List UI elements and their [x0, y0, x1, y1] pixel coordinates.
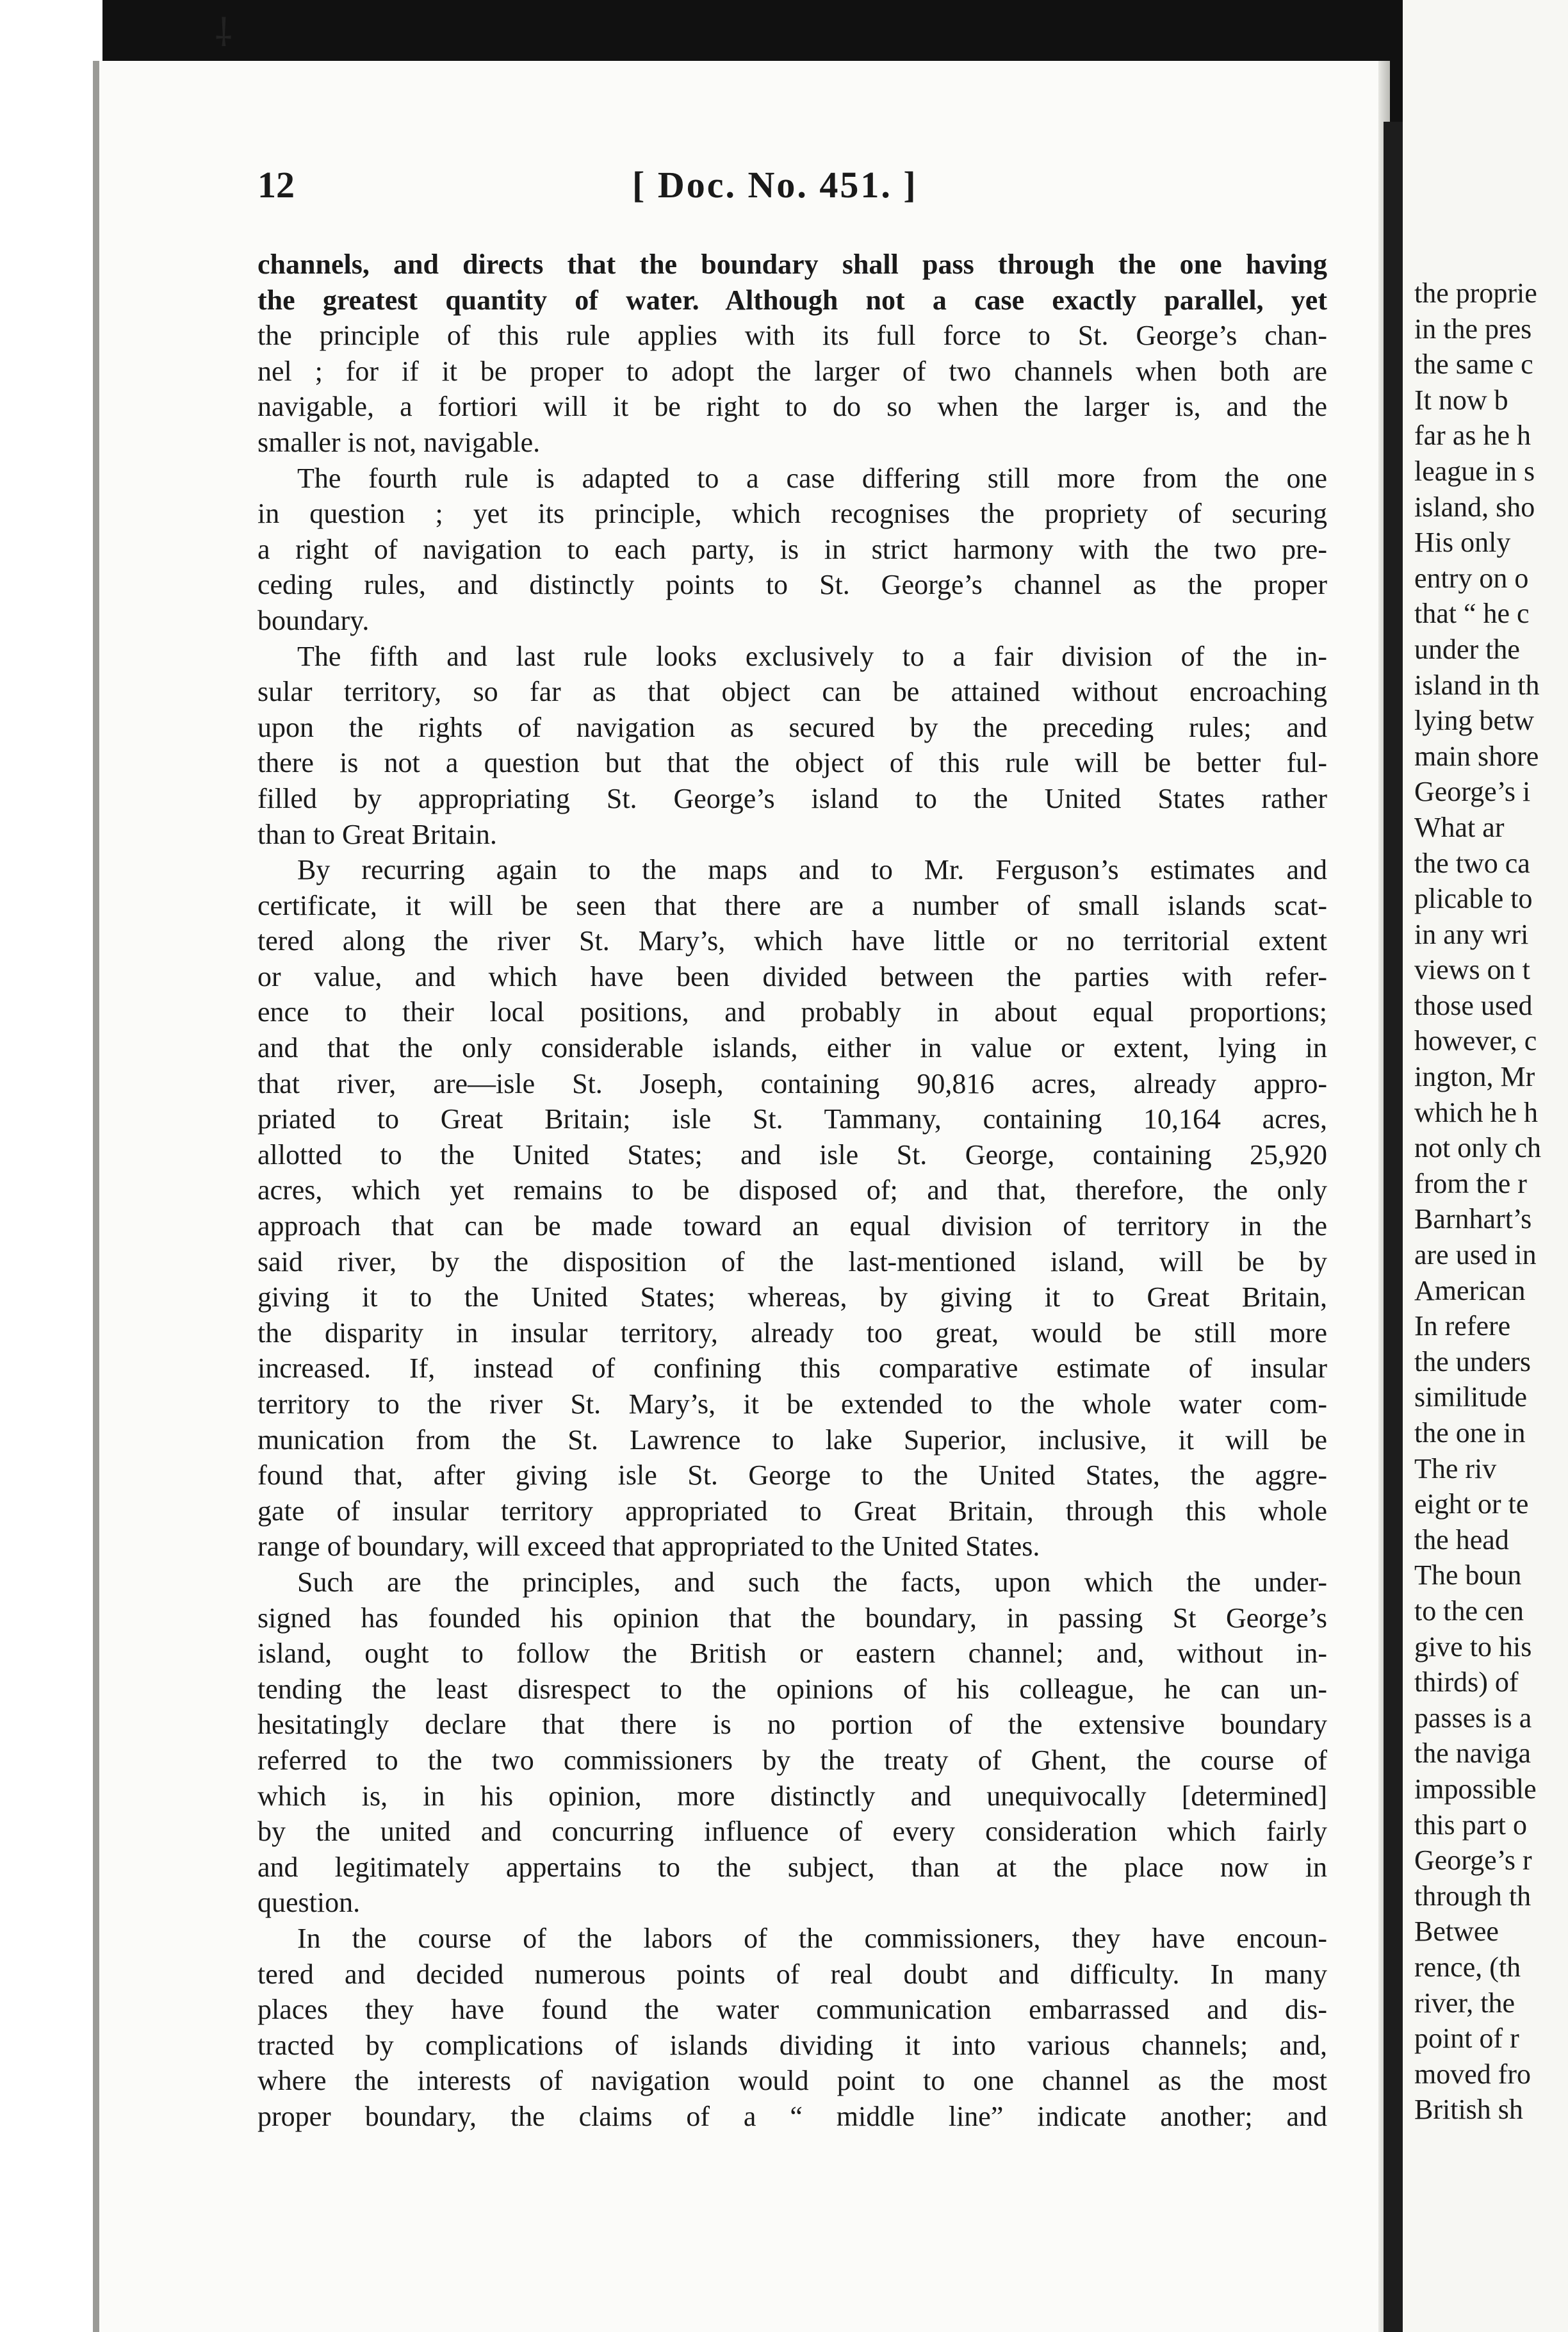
text-line: approach that can be made toward an equal division of territory in the — [257, 1210, 1327, 1242]
text-line: By recurring again to the maps and to Mr. Ferguson’s estimates and — [297, 854, 1327, 886]
text-line: territory to the river St. Mary’s, it be extended to the whole water com- — [257, 1388, 1327, 1420]
facing-page-line: ington, Mr — [1414, 1061, 1535, 1093]
facing-page-line: What ar — [1414, 811, 1505, 843]
facing-page-line: point of r — [1414, 2023, 1519, 2055]
facing-page-line: passes is a — [1414, 1702, 1532, 1734]
text-line: signed has founded his opinion that the boundary, in passing St George’s — [257, 1602, 1327, 1634]
facing-page-line: island in th — [1414, 669, 1540, 701]
text-line: tered and decided numerous points of real doubt and difficulty. In many — [257, 1958, 1327, 1990]
facing-page-line: island, sho — [1414, 491, 1535, 523]
text-line: channels, and directs that the boundary shall pass through the one having — [257, 249, 1327, 280]
text-line: where the interests of navigation would point to one channel as the most — [257, 2065, 1327, 2097]
book-gutter — [1384, 122, 1403, 2332]
text-line: filled by appropriating St. George’s island to the United States rather — [257, 782, 1327, 814]
facing-page-line: league in s — [1414, 455, 1535, 487]
text-line: acres, which yet remains to be disposed of; and that, therefore, the only — [257, 1174, 1327, 1206]
document-reference: [ Doc. No. 451. ] — [632, 164, 918, 206]
facing-page-line: which he h — [1414, 1096, 1539, 1128]
text-line: referred to the two commissioners by the treaty of Ghent, the course of — [257, 1744, 1327, 1776]
page-number: 12 — [257, 164, 295, 206]
facing-page-line: under the — [1414, 633, 1520, 665]
facing-page-line: the two ca — [1414, 847, 1530, 879]
text-line: increased. If, instead of confining this comparative estimate of insular — [257, 1352, 1327, 1384]
text-line: upon the rights of navigation as secured by the preceding rules; and — [257, 711, 1327, 743]
text-line: certificate, it will be seen that there are a number of small islands scat- — [257, 889, 1327, 921]
text-line: the disparity in insular territory, already too great, would be still more — [257, 1317, 1327, 1349]
facing-page-line: the unders — [1414, 1345, 1531, 1377]
text-line: ceding rules, and distinctly points to St. George’s channel as the proper — [257, 569, 1327, 601]
text-line: and that the only considerable islands, either in value or extent, lying in — [257, 1032, 1327, 1064]
text-line: tracted by complications of islands dividing it into various channels; and, — [257, 2029, 1327, 2061]
page-header — [257, 163, 1334, 208]
scan-border — [0, 0, 102, 2332]
text-line: in question ; yet its principle, which recognises the propriety of securing — [257, 498, 1327, 530]
facing-page-line: give to his — [1414, 1630, 1532, 1663]
facing-page-line: the same c — [1414, 349, 1533, 381]
text-line: the greatest quantity of water. Although not a case exactly parallel, yet — [257, 284, 1327, 316]
facing-page-line: the naviga — [1414, 1737, 1531, 1770]
text-line: sular territory, so far as that object can be attained without encroaching — [257, 676, 1327, 708]
facing-page-line: lying betw — [1414, 705, 1534, 737]
text-line: that river, are—isle St. Joseph, containing 90,816 acres, already appro- — [257, 1067, 1327, 1099]
facing-page-line: that “ he c — [1414, 598, 1530, 630]
text-line: there is not a question but that the object of this rule will be better ful- — [257, 747, 1327, 779]
facing-page-line: rence, (th — [1414, 1951, 1521, 1983]
facing-page-line: plicable to — [1414, 883, 1533, 915]
facing-page-line: the proprie — [1414, 277, 1537, 309]
facing-page-line: those used — [1414, 989, 1533, 1021]
text-line: priated to Great Britain; isle St. Tammany, containing 10,164 acres, — [257, 1103, 1327, 1135]
facing-page-text — [1414, 275, 1541, 2128]
text-line: than to Great Britain. — [257, 818, 497, 850]
text-line: island, ought to follow the British or eastern channel; and, without in- — [257, 1638, 1327, 1670]
facing-page-line: eight or te — [1414, 1488, 1529, 1520]
facing-page-line: entry on o — [1414, 562, 1529, 594]
text-line: giving it to the United States; whereas, by giving it to Great Britain, — [257, 1281, 1327, 1313]
text-line: allotted to the United States; and isle St. George, containing 25,920 — [257, 1138, 1327, 1170]
facing-page-line: the one in — [1414, 1417, 1526, 1449]
facing-page-line: not only ch — [1414, 1132, 1541, 1164]
facing-page-line: from the r — [1414, 1167, 1527, 1199]
text-line: a right of navigation to each party, is in strict harmony with the two pre- — [257, 533, 1327, 565]
facing-page-line: In refere — [1414, 1310, 1511, 1342]
facing-page-line: George’s i — [1414, 776, 1531, 808]
facing-page-line: far as he h — [1414, 420, 1531, 452]
scan-artifact-mark: ⸸ — [215, 12, 233, 54]
text-line: Such are the principles, and such the facts, upon which the under- — [297, 1566, 1327, 1598]
facing-page-line: in any wri — [1414, 918, 1529, 950]
facing-page-line: similitude — [1414, 1381, 1527, 1413]
facing-page-line: thirds) of — [1414, 1666, 1519, 1698]
facing-page-line: American — [1414, 1274, 1526, 1306]
facing-page-line: however, c — [1414, 1025, 1537, 1057]
text-line: tending the least disrespect to the opinions of his colleague, he can un- — [257, 1673, 1327, 1705]
text-line: smaller is not, navigable. — [257, 426, 541, 458]
text-line: by the united and concurring influence of every consideration which fairly — [257, 1816, 1327, 1848]
text-line: the principle of this rule applies with its full force to St. George’s chan- — [257, 320, 1327, 352]
text-line: which is, in his opinion, more distinctly and unequivocally [determined] — [257, 1780, 1327, 1812]
facing-page-line: Barnhart’s — [1414, 1203, 1532, 1235]
text-line: In the course of the labors of the commissioners, they have encoun- — [297, 1922, 1327, 1954]
facing-page-line: His only — [1414, 527, 1511, 559]
text-line: range of boundary, will exceed that appropriated to the United States. — [257, 1531, 1040, 1563]
text-line: boundary. — [257, 604, 370, 636]
facing-page-line: this part o — [1414, 1809, 1527, 1841]
facing-page-line: through th — [1414, 1880, 1531, 1912]
facing-page-line: moved fro — [1414, 2058, 1531, 2090]
facing-page-line: impossible — [1414, 1773, 1537, 1805]
facing-page-line: It now b — [1414, 384, 1508, 416]
facing-page-line: main shore — [1414, 740, 1539, 772]
facing-page-line: The boun — [1414, 1559, 1522, 1591]
text-line: navigable, a fortiori will it be right to do so when the larger is, and the — [257, 391, 1327, 423]
body-text — [257, 247, 1327, 2134]
text-line: said river, by the disposition of the last-mentioned island, will be by — [257, 1245, 1327, 1277]
facing-page-line: in the pres — [1414, 313, 1532, 345]
facing-page-line: are used in — [1414, 1239, 1537, 1271]
text-line: tered along the river St. Mary’s, which have little or no territorial extent — [257, 925, 1327, 957]
text-line: question. — [257, 1887, 361, 1919]
text-line: hesitatingly declare that there is no portion of the extensive boundary — [257, 1709, 1327, 1741]
text-line: nel ; for if it be proper to adopt the larger of two channels when both are — [257, 355, 1327, 387]
facing-page — [1403, 0, 1568, 2332]
text-line: places they have found the water communication embarrassed and dis- — [257, 1994, 1327, 2026]
text-line: or value, and which have been divided between the parties with refer- — [257, 960, 1327, 992]
facing-page-line: British sh — [1414, 2094, 1523, 2126]
facing-page-line: river, the — [1414, 1987, 1515, 2019]
facing-page-line: The riv — [1414, 1452, 1497, 1484]
text-line: The fourth rule is adapted to a case differing still more from the one — [297, 462, 1327, 494]
facing-page-line: the head — [1414, 1523, 1509, 1556]
text-line: munication from the St. Lawrence to lake Superior, inclusive, it will be — [257, 1424, 1327, 1456]
text-line: The fifth and last rule looks exclusively to a fair division of the in- — [297, 640, 1327, 672]
facing-page-line: George’s r — [1414, 1844, 1532, 1876]
text-line: gate of insular territory appropriated to Great Britain, through this whole — [257, 1495, 1327, 1527]
facing-page-line: to the cen — [1414, 1595, 1524, 1627]
text-line: proper boundary, the claims of a “ middle line” indicate another; and — [257, 2100, 1327, 2132]
text-line: ence to their local positions, and probably in about equal proportions; — [257, 996, 1327, 1028]
facing-page-line: Betwee — [1414, 1916, 1499, 1948]
facing-page-line: views on t — [1414, 954, 1530, 986]
text-line: found that, after giving isle St. George to the United States, the aggre- — [257, 1459, 1327, 1491]
text-line: and legitimately appertains to the subject, than at the place now in — [257, 1851, 1327, 1883]
